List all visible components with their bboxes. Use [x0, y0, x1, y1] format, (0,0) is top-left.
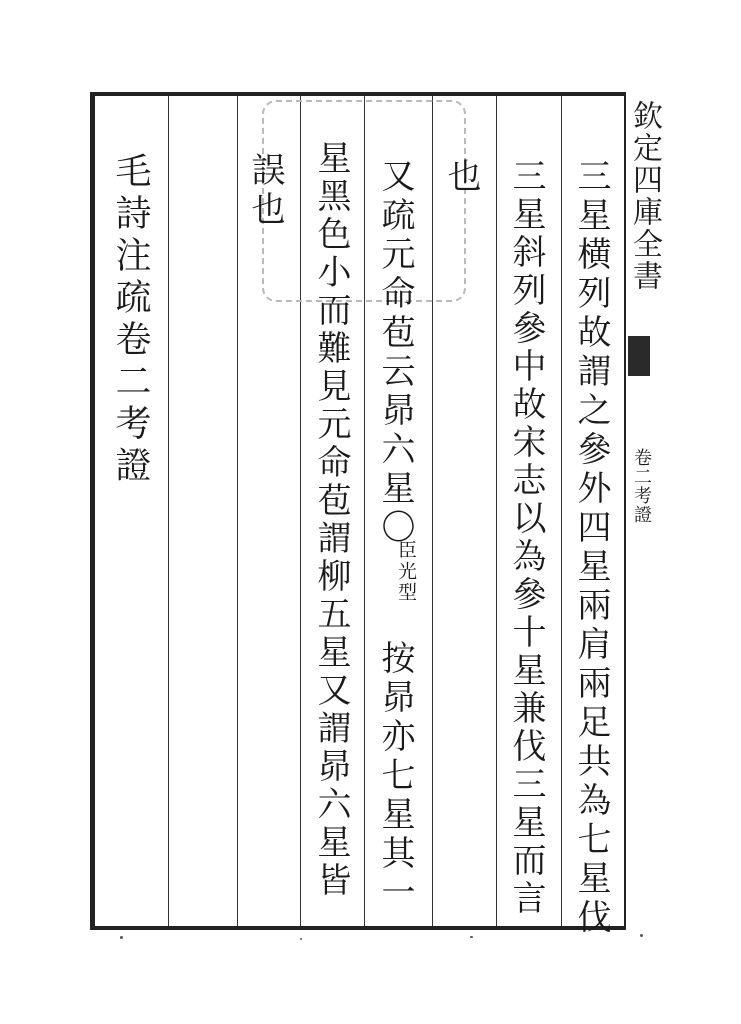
text-column-4-cont: 按昴亦七星其一 [375, 640, 415, 913]
scan-speck [120, 936, 123, 939]
chapter-colophon: 毛詩注疏卷二考證 [110, 152, 151, 488]
fishtail-mark [628, 336, 650, 376]
text-column-1: 三星横列故謂之參外四星兩肩兩足共為七星伐 [571, 158, 611, 938]
column-rule [561, 96, 562, 926]
column-rule [168, 96, 169, 926]
column-rule [237, 96, 238, 926]
faded-stamp [262, 100, 466, 302]
column-rule [496, 96, 497, 926]
text-column-4-main: 又疏元命苞云昴六星〇 [375, 158, 415, 548]
text-column-2: 三星斜列參中故宋志以為參十星兼伐三星而言 [506, 158, 546, 918]
text-column-4-note: 臣光型 [395, 540, 417, 603]
scan-speck [300, 938, 302, 940]
text-column-5: 星黑色小而難見元命苞謂柳五星又謂昴六星皆 [311, 140, 351, 900]
margin-chapter-label: 卷二考證 [631, 448, 652, 524]
scan-speck [470, 936, 473, 938]
text-column-3: 也 [441, 158, 481, 197]
scan-speck [640, 934, 643, 937]
text-column-6: 誤也 [245, 152, 285, 230]
margin-book-title: 欽定四庫全書 [627, 100, 662, 292]
